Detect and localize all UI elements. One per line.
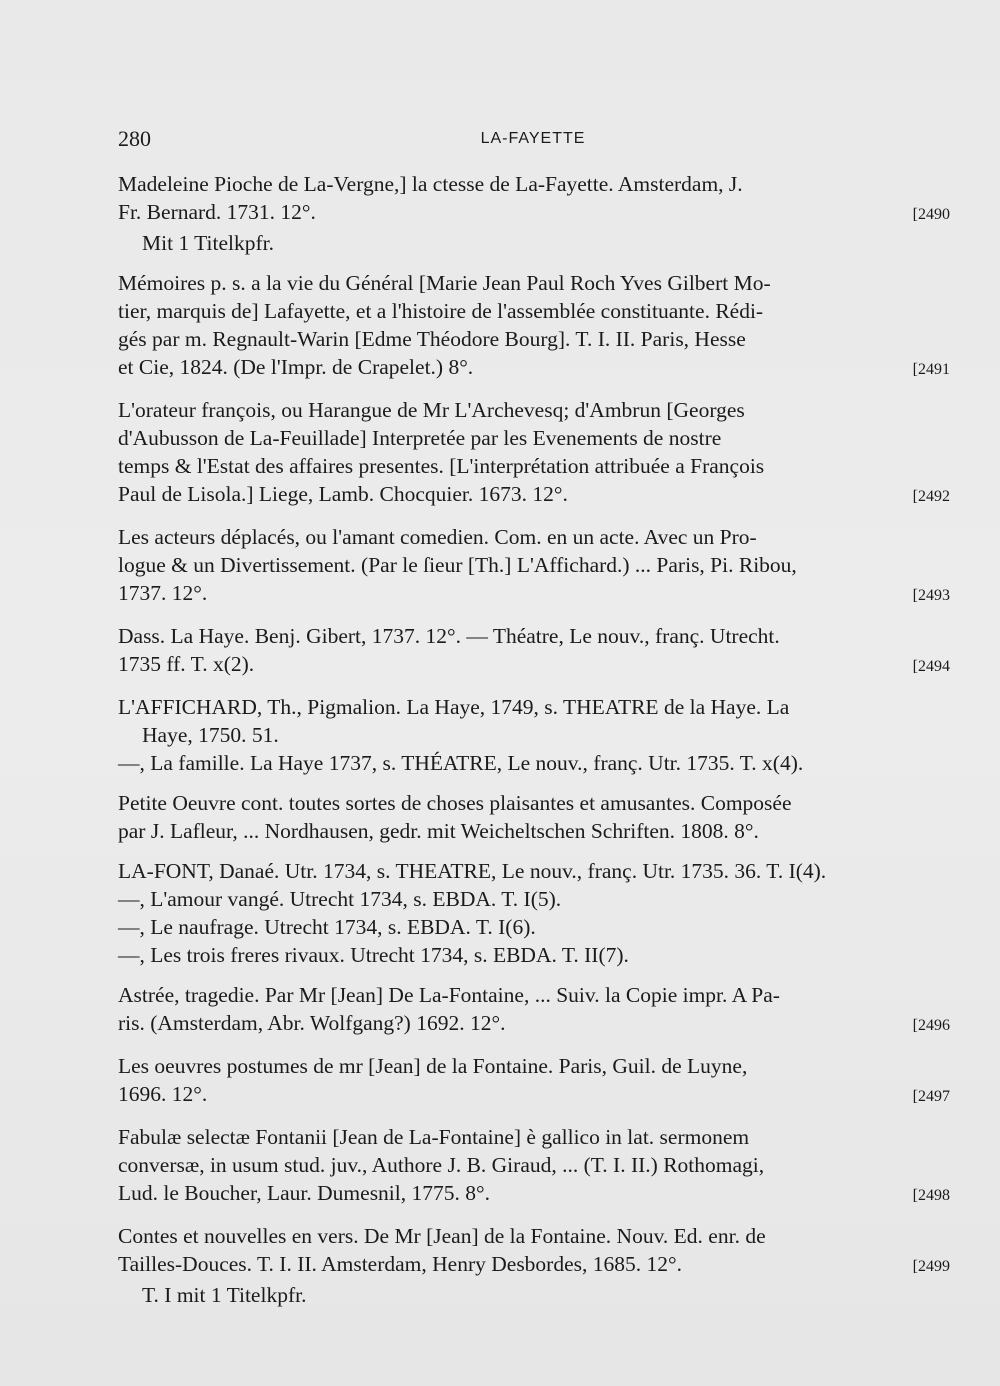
entry-text: —, Les trois freres rivaux. Utrecht 1734, s. EBDA. T. II(7). xyxy=(118,943,629,967)
entry-text: Contes et nouvelles en vers. De Mr [Jean] de la Fontaine. Nouv. Ed. enr. de xyxy=(118,1224,766,1248)
entry-line xyxy=(118,170,950,198)
entry-line xyxy=(118,981,950,1009)
entry-text: Lud. le Boucher, Laur. Dumesnil, 1775. 8°. xyxy=(118,1181,490,1205)
entry-text: 1737. 12°. xyxy=(118,581,208,605)
entry-line xyxy=(118,885,950,913)
entry-text: par J. Lafleur, ... Nordhausen, gedr. mit Weicheltschen Schriften. 1808. 8°. xyxy=(118,819,759,843)
entry-line xyxy=(118,229,950,257)
bibliography-entry xyxy=(118,622,950,681)
entry-text: Mit 1 Titelkpfr. xyxy=(142,231,275,255)
bibliography-entry xyxy=(118,1222,950,1309)
entry-line xyxy=(118,1222,950,1250)
bibliography-entry xyxy=(118,396,950,511)
entry-text: Haye, 1750. 51. xyxy=(142,723,279,747)
entry-text: LA-FONT, Danaé. Utr. 1734, s. THEATRE, Le nouv., franç. Utr. 1735. 36. T. I(4). xyxy=(118,859,827,883)
bibliography-entry xyxy=(118,1123,950,1210)
entry-text: 1735 ff. T. x(2). xyxy=(118,652,255,676)
entry-number: [2499 xyxy=(912,1258,950,1275)
bibliography-entry xyxy=(118,693,950,777)
bibliography-entry xyxy=(118,857,950,969)
entry-text: L'AFFICHARD, Th., Pigmalion. La Haye, 1749, s. THEATRE de la Haye. La xyxy=(118,695,790,719)
entry-text: Paul de Lisola.] Liege, Lamb. Chocquier. 1673. 12°. xyxy=(118,482,568,506)
entry-text: Dass. La Haye. Benj. Gibert, 1737. 12°. — Théatre, Le nouv., franç. Utrecht. xyxy=(118,624,780,648)
entry-text: Fabulæ selectæ Fontanii [Jean de La-Fontaine] è gallico in lat. sermonem xyxy=(118,1125,750,1149)
entry-number: [2490 xyxy=(912,206,950,223)
entry-line xyxy=(118,1179,950,1210)
entry-text: d'Aubusson de La-Feuillade] Interpretée par les Evenements de nostre xyxy=(118,426,722,450)
entry-text: et Cie, 1824. (De l'Impr. de Crapelet.) 8°. xyxy=(118,355,474,379)
bibliography-entry xyxy=(118,170,950,257)
entry-line xyxy=(118,913,950,941)
entry-text: L'orateur françois, ou Harangue de Mr L'Archevesq; d'Ambrun [Georges xyxy=(118,398,745,422)
entry-number: [2497 xyxy=(912,1088,950,1105)
entry-line xyxy=(118,650,950,681)
entry-line xyxy=(118,198,950,229)
entry-line xyxy=(118,424,950,452)
entry-number: [2492 xyxy=(912,488,950,505)
entry-text: Mémoires p. s. a la vie du Général [Marie Jean Paul Roch Yves Gilbert Mo- xyxy=(118,271,771,295)
entry-text: —, La famille. La Haye 1737, s. THÉATRE, Le nouv., franç. Utr. 1735. T. x(4). xyxy=(118,751,804,775)
entry-text: logue & un Divertissement. (Par le ſieur [Th.] L'Affichard.) ... Paris, Pi. Ribou, xyxy=(118,553,797,577)
entry-line xyxy=(118,1151,950,1179)
entry-text: Les oeuvres postumes de mr [Jean] de la Fontaine. Paris, Guil. de Luyne, xyxy=(118,1054,748,1078)
page-header xyxy=(118,126,948,158)
entry-text: —, L'amour vangé. Utrecht 1734, s. EBDA. T. I(5). xyxy=(118,887,562,911)
entry-line xyxy=(118,1250,950,1281)
entry-line xyxy=(118,1281,950,1309)
entry-line xyxy=(118,941,950,969)
entry-line xyxy=(118,749,950,777)
entry-text: Les acteurs déplacés, ou l'amant comedien. Com. en un acte. Avec un Pro- xyxy=(118,525,757,549)
entry-text: Astrée, tragedie. Par Mr [Jean] De La-Fontaine, ... Suiv. la Copie impr. A Pa- xyxy=(118,983,780,1007)
bibliography-entry xyxy=(118,523,950,610)
page-number: 280 xyxy=(118,126,151,151)
entry-number: [2498 xyxy=(912,1187,950,1204)
bibliography-entry xyxy=(118,1052,950,1111)
bibliography-entries xyxy=(118,170,950,1321)
entry-line xyxy=(118,622,950,650)
entry-line xyxy=(118,579,950,610)
entry-text: Petite Oeuvre cont. toutes sortes de choses plaisantes et amusantes. Composée xyxy=(118,791,792,815)
entry-line xyxy=(118,325,950,353)
entry-number: [2496 xyxy=(912,1017,950,1034)
entry-line xyxy=(118,1052,950,1080)
entry-line xyxy=(118,789,950,817)
entry-line xyxy=(118,1080,950,1111)
entry-line xyxy=(118,297,950,325)
entry-text: 1696. 12°. xyxy=(118,1082,208,1106)
entry-text: —, Le naufrage. Utrecht 1734, s. EBDA. T. I(6). xyxy=(118,915,536,939)
entry-text: Fr. Bernard. 1731. 12°. xyxy=(118,200,316,224)
entry-text: ris. (Amsterdam, Abr. Wolfgang?) 1692. 12°. xyxy=(118,1011,506,1035)
bibliography-entry xyxy=(118,789,950,845)
entry-line xyxy=(118,857,950,885)
entry-text: Madeleine Pioche de La-Vergne,] la ctesse de La-Fayette. Amsterdam, J. xyxy=(118,172,743,196)
entry-text: conversæ, in usum stud. juv., Authore J. B. Giraud, ... (T. I. II.) Rothomagi, xyxy=(118,1153,765,1177)
bibliography-entry xyxy=(118,981,950,1040)
entry-text: tier, marquis de] Lafayette, et a l'histoire de l'assemblée constituante. Rédi- xyxy=(118,299,764,323)
entry-text: temps & l'Estat des affaires presentes. [L'interprétation attribuée a François xyxy=(118,454,765,478)
entry-line xyxy=(118,396,950,424)
entry-number: [2493 xyxy=(912,587,950,604)
entry-line xyxy=(118,269,950,297)
entry-text: Tailles-Douces. T. I. II. Amsterdam, Henry Desbordes, 1685. 12°. xyxy=(118,1252,682,1276)
entry-text: gés par m. Regnault-Warin [Edme Théodore Bourg]. T. I. II. Paris, Hesse xyxy=(118,327,746,351)
entry-line xyxy=(118,551,950,579)
entry-number: [2491 xyxy=(912,361,950,378)
entry-line xyxy=(118,452,950,480)
entry-line xyxy=(118,693,950,721)
entry-line xyxy=(118,1123,950,1151)
entry-line xyxy=(118,523,950,551)
bibliography-entry xyxy=(118,269,950,384)
running-head: LA-FAYETTE xyxy=(480,130,586,147)
entry-number: [2494 xyxy=(912,658,950,675)
entry-line xyxy=(118,1009,950,1040)
entry-line xyxy=(118,817,950,845)
entry-line xyxy=(118,353,950,384)
entry-text: T. I mit 1 Titelkpfr. xyxy=(142,1283,307,1307)
entry-line xyxy=(118,721,950,749)
entry-line xyxy=(118,480,950,511)
